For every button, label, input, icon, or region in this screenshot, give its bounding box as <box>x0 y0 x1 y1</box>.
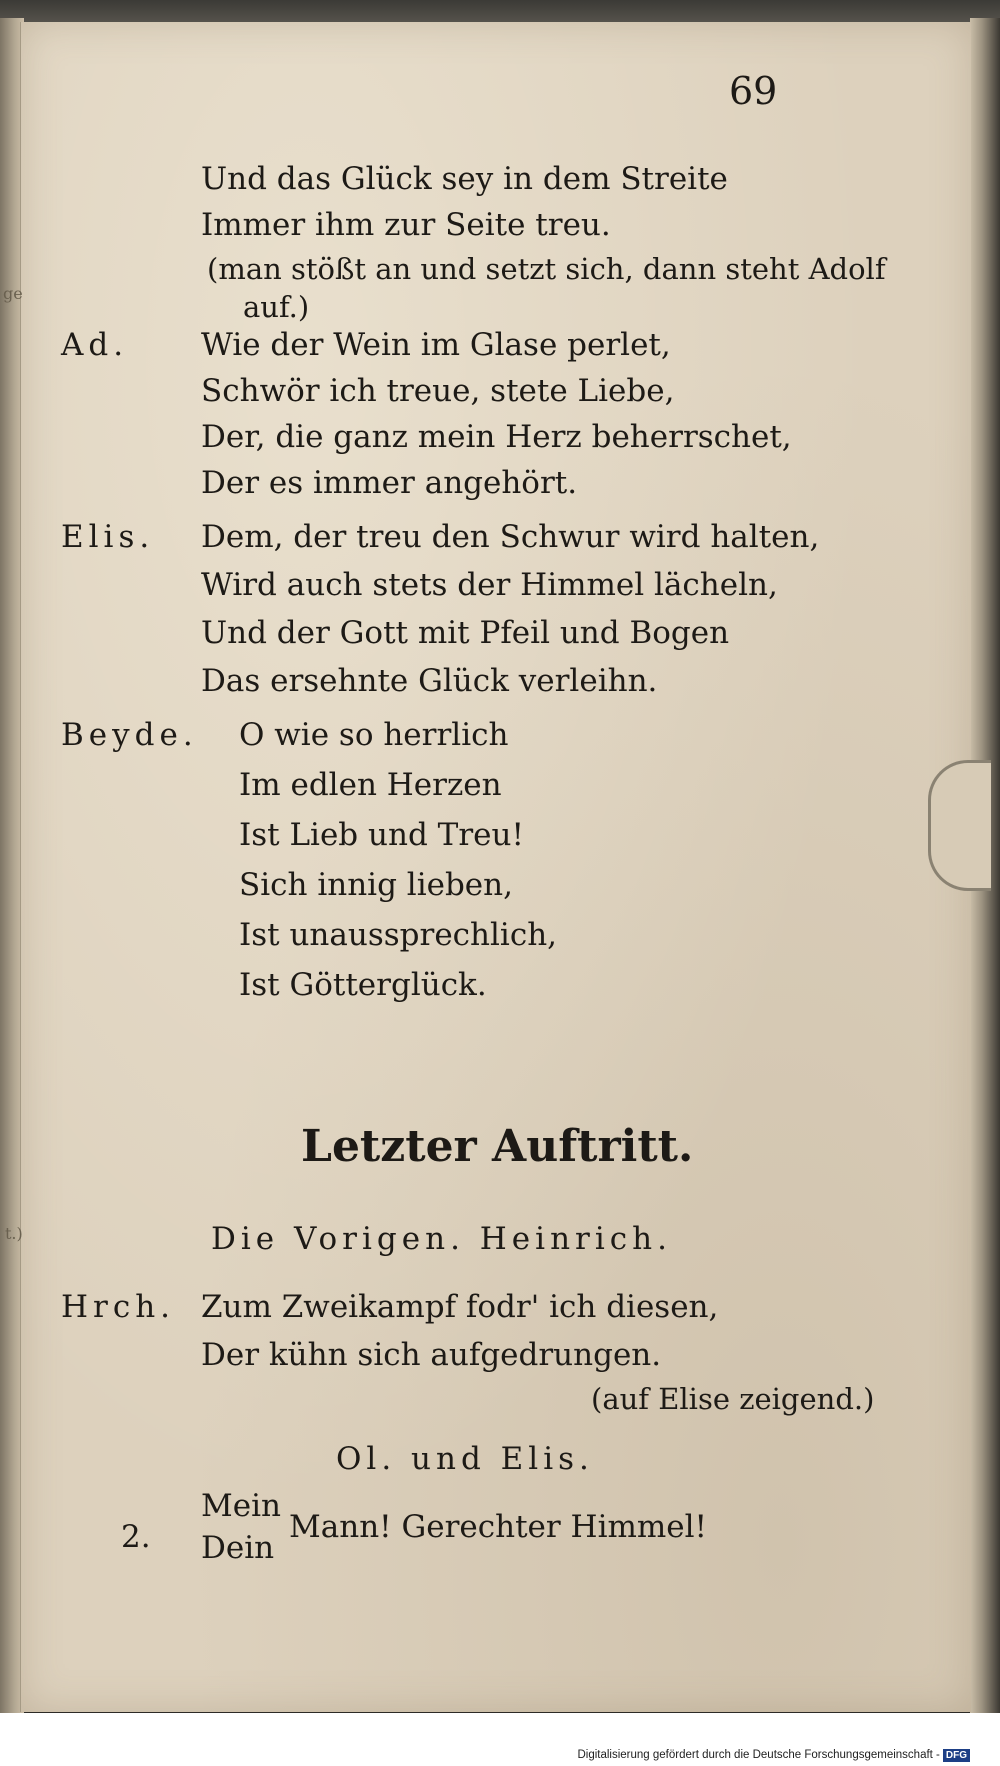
dfg-logo: DFG <box>943 1749 970 1762</box>
verse-line: Wird auch stets der Himmel lächeln, <box>201 567 778 603</box>
stage-direction: (auf Elise zeigend.) <box>591 1382 875 1416</box>
verse-alternative-lower: Dein <box>201 1530 275 1566</box>
scene-heading: Letzter Auftritt. <box>301 1121 694 1172</box>
verse-line: Und das Glück sey in dem Streite <box>201 161 728 197</box>
verse-line: Ist unaussprechlich, <box>239 917 558 953</box>
verse-line: Schwör ich treue, stete Liebe, <box>201 373 675 409</box>
verse-alternative-upper: Mein <box>201 1488 281 1524</box>
verse-line: O wie so herrlich <box>239 717 509 753</box>
speaker-name: Ad. <box>61 327 129 363</box>
speaker-name: Elis. <box>61 519 155 555</box>
verse-line: Und der Gott mit Pfeil und Bogen <box>201 615 730 651</box>
page-tab-marker <box>928 760 991 891</box>
stage-direction: auf.) <box>243 290 310 324</box>
verse-line: Der es immer angehört. <box>201 465 578 501</box>
verse-line: Zum Zweikampf fodr' ich diesen, <box>201 1289 719 1325</box>
book-page <box>3 22 971 1712</box>
verse-line: Immer ihm zur Seite treu. <box>201 207 611 243</box>
verse-line: Der, die ganz mein Herz beherrschet, <box>201 419 792 455</box>
verse-line: Ist Lieb und Treu! <box>239 817 524 853</box>
verse-number: 2. <box>121 1519 151 1555</box>
footer-note <box>577 1749 970 1762</box>
speaker-name: Beyde. <box>61 717 198 753</box>
speaker-name: Hrch. <box>61 1289 176 1325</box>
verse-line: Das ersehnte Glück verleihn. <box>201 663 658 699</box>
book-top-edge <box>0 0 1000 22</box>
footer-text: Digitalisierung gefördert durch die Deutsche Forschungsgemeinschaft - <box>577 1749 940 1761</box>
verse-line: Dem, der treu den Schwur wird halten, <box>201 519 820 555</box>
page-number: 69 <box>729 69 778 113</box>
verse-line: Ist Götterglück. <box>239 967 487 1003</box>
speaker-name: Ol. und Elis. <box>336 1441 594 1477</box>
verse-line: Sich innig lieben, <box>239 867 513 903</box>
verse-line: Der kühn sich aufgedrungen. <box>201 1337 662 1373</box>
stage-direction: (man stößt an und setzt sich, dann steht Adolf <box>207 252 886 286</box>
verse-line: Im edlen Herzen <box>239 767 502 803</box>
margin-fragment-top: ge <box>3 284 23 303</box>
verse-line: Wie der Wein im Glase perlet, <box>201 327 671 363</box>
margin-fragment-bottom: t.) <box>5 1224 23 1243</box>
cast-line: Die Vorigen. Heinrich. <box>211 1221 672 1257</box>
verse-line: Mann! Gerechter Himmel! <box>289 1509 708 1545</box>
